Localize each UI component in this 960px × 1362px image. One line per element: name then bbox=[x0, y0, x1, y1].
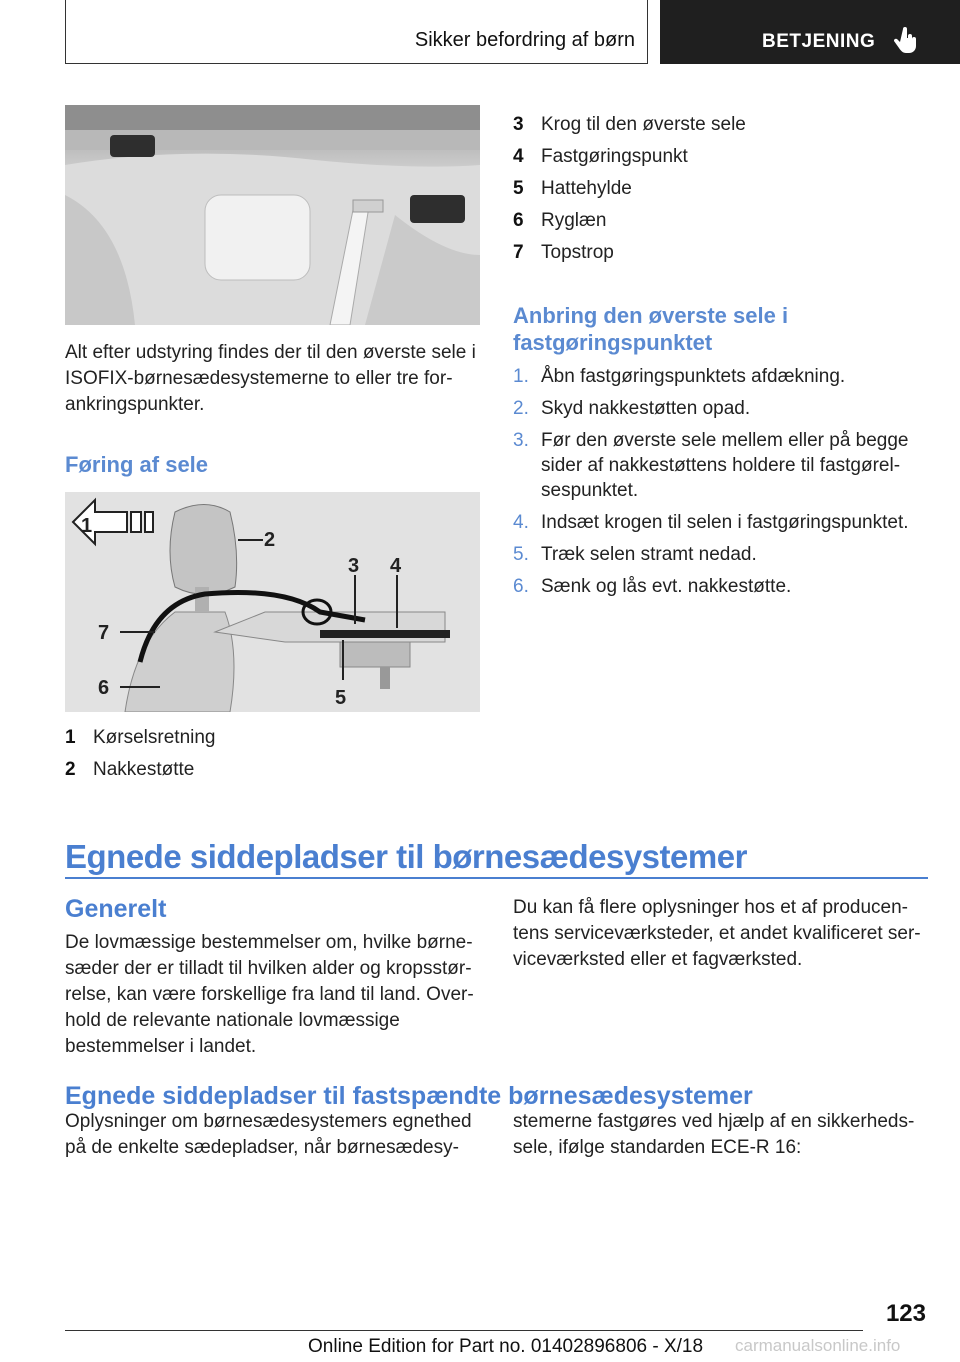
step-line: Før den øverste sele mellem eller på begge bbox=[541, 430, 909, 451]
step-line: Indsæt krogen til selen i fastgøringspunktet. bbox=[541, 512, 909, 533]
legend-number: 6 bbox=[513, 210, 524, 231]
legend-text: Fastgøringspunkt bbox=[541, 146, 688, 167]
para-line: hold de relevante nationale lovmæssige bbox=[65, 1010, 400, 1031]
belt-routing-diagram bbox=[65, 492, 480, 712]
subsection-title-general: Generelt bbox=[65, 895, 167, 923]
diagram-label-5: 5 bbox=[335, 687, 347, 709]
legend-number: 4 bbox=[513, 146, 524, 167]
step-line: Træk selen stramt nedad. bbox=[541, 544, 757, 565]
general-left-paragraph bbox=[65, 930, 485, 1060]
para-line: sæder der er tilladt til hvilken alder og kropsstør- bbox=[65, 958, 472, 979]
header-section-box bbox=[65, 0, 648, 64]
hand-pointer-icon bbox=[894, 27, 920, 55]
caption-line: ankringspunkter. bbox=[65, 394, 205, 415]
caption-line: Alt efter udstyring findes der til den øverste sele i bbox=[65, 342, 476, 363]
step-number: 5. bbox=[513, 544, 529, 565]
legend-number: 3 bbox=[513, 114, 524, 135]
diagram-label-7: 7 bbox=[98, 622, 110, 644]
step-line: sider af nakkestøttens holdere til fastgørel- bbox=[541, 455, 901, 476]
main-section-title: Egnede siddepladser til børnesædesystemer bbox=[65, 838, 747, 875]
title-line: Anbring den øverste sele i bbox=[513, 303, 789, 328]
legend-number: 1 bbox=[65, 727, 76, 748]
diagram-label-6: 6 bbox=[98, 677, 110, 699]
step-line: Sænk og lås evt. nakkestøtte. bbox=[541, 576, 792, 597]
step-line: sespunktet. bbox=[541, 480, 639, 501]
para-line: bestemmelser i landet. bbox=[65, 1036, 257, 1057]
step-line: Skyd nakkestøtten opad. bbox=[541, 398, 751, 419]
header-section-title: Sikker befordring af børn bbox=[414, 29, 635, 51]
general-right-paragraph bbox=[513, 895, 933, 973]
footer-watermark: carmanualsonline.info bbox=[735, 1336, 901, 1355]
section-title-attach-belt bbox=[513, 302, 788, 356]
title-line: fastgøringspunktet bbox=[513, 330, 713, 355]
step-line: Åbn fastgøringspunktets afdækning. bbox=[541, 366, 846, 387]
fixed-seats-left-paragraph bbox=[65, 1109, 485, 1161]
diagram-label-4: 4 bbox=[390, 555, 402, 577]
header-chapter-title: BETJENING bbox=[762, 31, 876, 52]
para-line: sele, ifølge standarden ECE-R 16: bbox=[513, 1137, 802, 1158]
para-line: på de enkelte sædepladser, når børnesædesy- bbox=[65, 1137, 459, 1158]
rear-seat-photo bbox=[65, 105, 480, 325]
subsection-title-fixed-seats: Egnede siddepladser til fastspændte børnesædesystemer bbox=[65, 1082, 753, 1110]
legend-text: Nakkestøtte bbox=[93, 759, 195, 780]
photo-caption bbox=[65, 340, 485, 418]
diagram-label-1: 1 bbox=[81, 515, 93, 537]
step-number: 2. bbox=[513, 398, 529, 419]
para-line: De lovmæssige bestemmelser om, hvilke børne- bbox=[65, 932, 473, 953]
caption-line: ISOFIX-børnesædesystemerne to eller tre for- bbox=[65, 368, 453, 389]
para-line: Oplysninger om børnesædesystemers egnethed bbox=[65, 1111, 472, 1132]
section-rule bbox=[65, 877, 928, 879]
legend-number: 7 bbox=[513, 242, 524, 263]
diagram-label-2: 2 bbox=[264, 529, 276, 551]
step-number: 4. bbox=[513, 512, 529, 533]
para-line: viceværksted eller et fagværksted. bbox=[513, 949, 803, 970]
page-number: 123 bbox=[885, 1300, 926, 1327]
step-number: 1. bbox=[513, 366, 529, 387]
step-number: 3. bbox=[513, 430, 529, 451]
para-line: stemerne fastgøres ved hjælp af en sikkerheds- bbox=[513, 1111, 915, 1132]
step-number: 6. bbox=[513, 576, 529, 597]
legend-number: 5 bbox=[513, 178, 524, 199]
legend-text: Hattehylde bbox=[541, 178, 632, 199]
diagram-label-3: 3 bbox=[348, 555, 360, 577]
legend-text: Topstrop bbox=[541, 242, 614, 263]
legend-text: Krog til den øverste sele bbox=[541, 114, 746, 135]
para-line: Du kan få flere oplysninger hos et af producen- bbox=[513, 897, 909, 918]
legend-number: 2 bbox=[65, 759, 76, 780]
legend-text: Kørselsretning bbox=[93, 727, 216, 748]
fixed-seats-right-paragraph bbox=[513, 1109, 933, 1161]
footer-edition: Online Edition for Part no. 01402896806 - X/18 bbox=[308, 1336, 704, 1357]
section-title-belt-routing: Føring af sele bbox=[65, 452, 209, 477]
footer-rule bbox=[65, 1330, 863, 1331]
para-line: tens serviceværksteder, et andet kvalificeret ser- bbox=[513, 923, 921, 944]
para-line: relse, kan være forskellige fra land til land. Over- bbox=[65, 984, 474, 1005]
legend-text: Ryglæn bbox=[541, 210, 607, 231]
